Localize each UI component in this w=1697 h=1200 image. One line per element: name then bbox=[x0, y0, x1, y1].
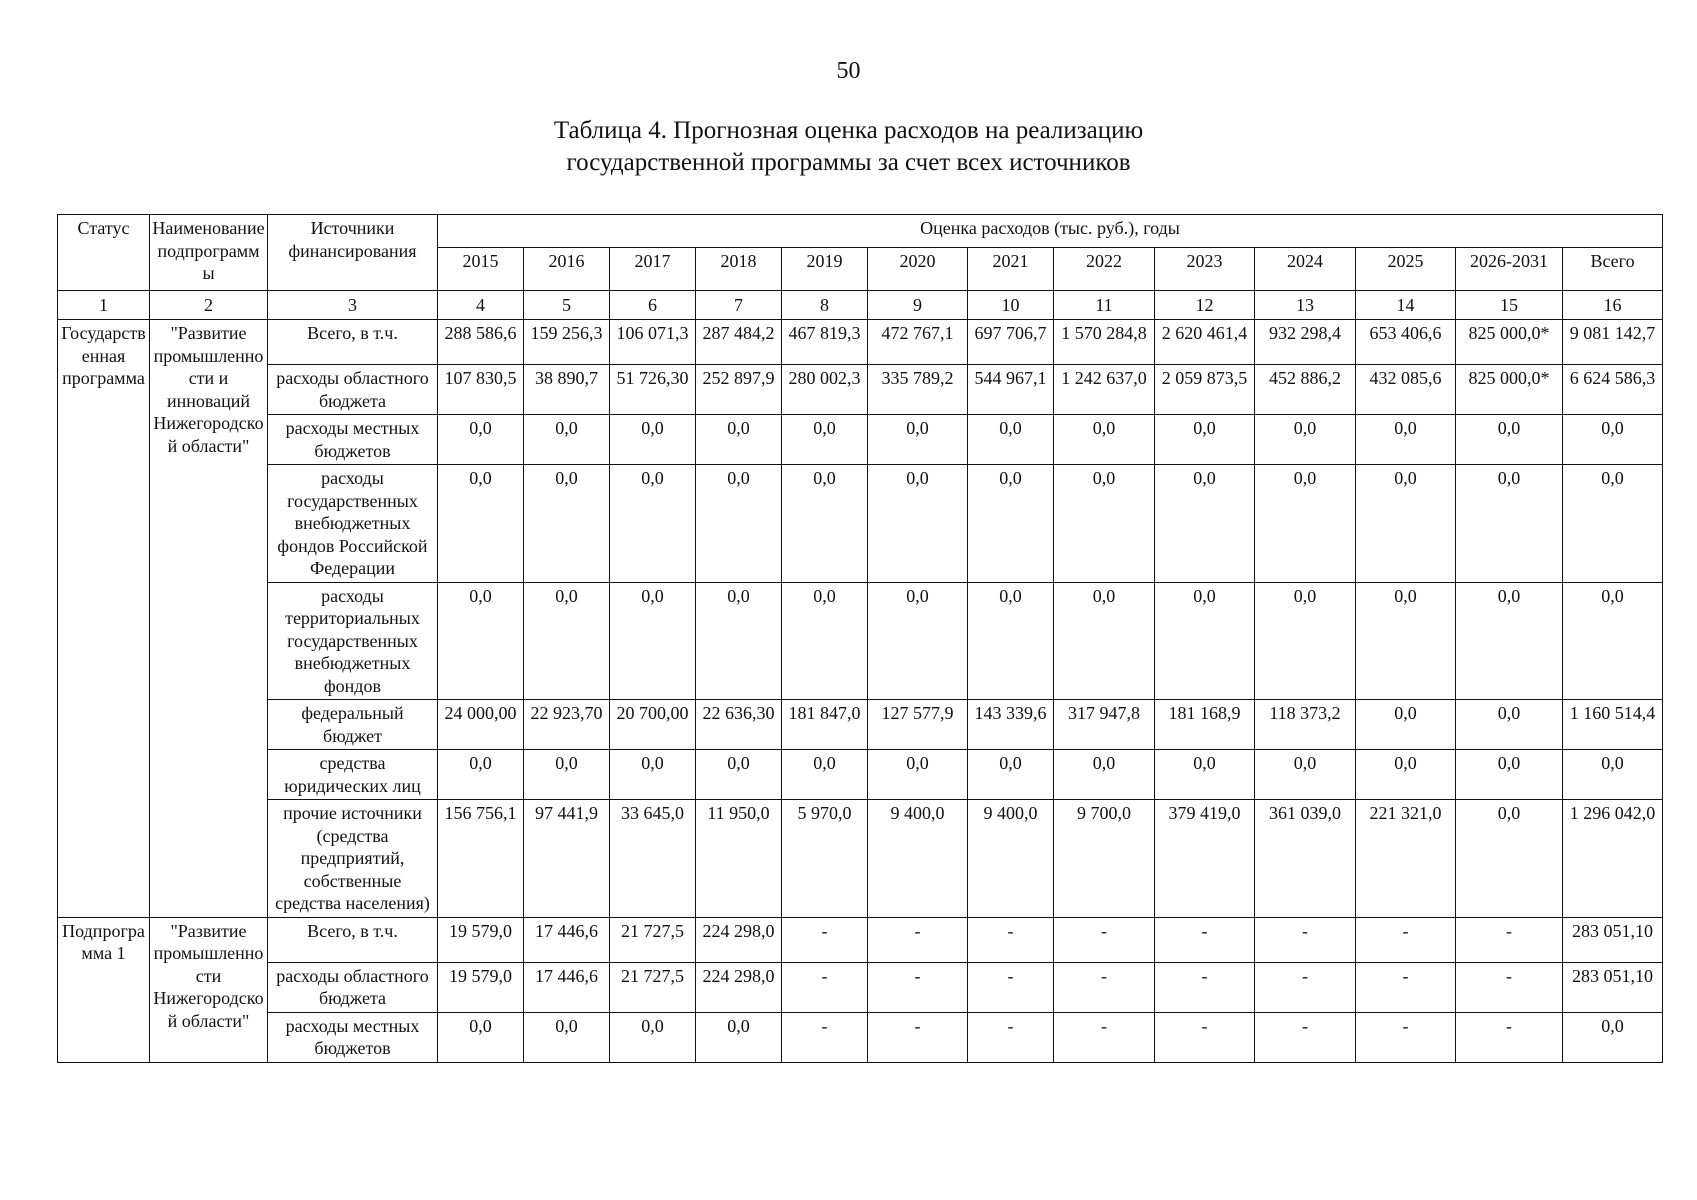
value-cell: 181 847,0 bbox=[782, 700, 868, 750]
value-cell: 0,0 bbox=[1255, 415, 1356, 465]
value-cell: 20 700,00 bbox=[610, 700, 696, 750]
column-number: 5 bbox=[524, 291, 610, 320]
value-cell: 0,0 bbox=[1155, 465, 1255, 583]
table-row bbox=[58, 800, 1663, 918]
value-cell: 0,0 bbox=[610, 750, 696, 800]
column-number: 8 bbox=[782, 291, 868, 320]
value-cell: 0,0 bbox=[1456, 415, 1563, 465]
value-cell: 0,0 bbox=[1456, 582, 1563, 700]
header-year-2015: 2015 bbox=[438, 248, 524, 291]
value-cell: 0,0 bbox=[1255, 582, 1356, 700]
value-cell: 932 298,4 bbox=[1255, 320, 1356, 365]
value-cell: 361 039,0 bbox=[1255, 800, 1356, 918]
header-year-2018: 2018 bbox=[696, 248, 782, 291]
value-cell: 0,0 bbox=[1054, 465, 1155, 583]
value-cell: - bbox=[1155, 962, 1255, 1012]
value-cell: 335 789,2 bbox=[868, 365, 968, 415]
value-cell: - bbox=[1456, 917, 1563, 962]
value-cell: 0,0 bbox=[1563, 750, 1663, 800]
value-cell: - bbox=[1456, 962, 1563, 1012]
value-cell: - bbox=[868, 1012, 968, 1062]
value-cell: 252 897,9 bbox=[696, 365, 782, 415]
value-cell: - bbox=[1356, 1012, 1456, 1062]
value-cell: 22 923,70 bbox=[524, 700, 610, 750]
value-cell: 0,0 bbox=[1356, 700, 1456, 750]
table-row bbox=[58, 1012, 1663, 1062]
value-cell: 283 051,10 bbox=[1563, 962, 1663, 1012]
value-cell: - bbox=[1255, 1012, 1356, 1062]
value-cell: 181 168,9 bbox=[1155, 700, 1255, 750]
value-cell: 0,0 bbox=[438, 1012, 524, 1062]
subprogram-name-cell: "Развитие промышленности и инноваций Нижегородской области" bbox=[150, 320, 268, 918]
header-year-2024: 2024 bbox=[1255, 248, 1356, 291]
value-cell: 280 002,3 bbox=[782, 365, 868, 415]
value-cell: 0,0 bbox=[438, 415, 524, 465]
value-cell: 0,0 bbox=[1155, 582, 1255, 700]
table-body bbox=[58, 320, 1663, 1063]
header-year-2025: 2025 bbox=[1356, 248, 1456, 291]
forecast-expenses-table bbox=[57, 214, 1663, 1063]
value-cell: 0,0 bbox=[968, 415, 1054, 465]
value-cell: 2 059 873,5 bbox=[1155, 365, 1255, 415]
funding-source-cell: расходы территориальных государственных внебюджетных фондов bbox=[268, 582, 438, 700]
value-cell: - bbox=[1155, 917, 1255, 962]
value-cell: 224 298,0 bbox=[696, 917, 782, 962]
value-cell: 22 636,30 bbox=[696, 700, 782, 750]
value-cell: 0,0 bbox=[782, 750, 868, 800]
funding-source-cell: расходы местных бюджетов bbox=[268, 415, 438, 465]
value-cell: 9 400,0 bbox=[868, 800, 968, 918]
value-cell: 0,0 bbox=[968, 750, 1054, 800]
funding-source-cell: федеральный бюджет bbox=[268, 700, 438, 750]
header-year-2016: 2016 bbox=[524, 248, 610, 291]
value-cell: 0,0 bbox=[1356, 582, 1456, 700]
value-cell: 0,0 bbox=[1054, 582, 1155, 700]
value-cell: 0,0 bbox=[1255, 750, 1356, 800]
table-row bbox=[58, 320, 1663, 365]
value-cell: 97 441,9 bbox=[524, 800, 610, 918]
value-cell: 0,0 bbox=[1356, 465, 1456, 583]
value-cell: 0,0 bbox=[1456, 700, 1563, 750]
value-cell: 653 406,6 bbox=[1356, 320, 1456, 365]
value-cell: 697 706,7 bbox=[968, 320, 1054, 365]
funding-source-cell: Всего, в т.ч. bbox=[268, 320, 438, 365]
header-year-2019: 2019 bbox=[782, 248, 868, 291]
table-row bbox=[58, 415, 1663, 465]
column-numbers-row bbox=[58, 291, 1663, 320]
value-cell: 0,0 bbox=[524, 465, 610, 583]
value-cell: 544 967,1 bbox=[968, 365, 1054, 415]
value-cell: 0,0 bbox=[1155, 415, 1255, 465]
value-cell: 107 830,5 bbox=[438, 365, 524, 415]
value-cell: - bbox=[1054, 962, 1155, 1012]
value-cell: 0,0 bbox=[1563, 465, 1663, 583]
value-cell: 0,0 bbox=[868, 750, 968, 800]
value-cell: 24 000,00 bbox=[438, 700, 524, 750]
value-cell: - bbox=[1255, 962, 1356, 1012]
value-cell: 19 579,0 bbox=[438, 962, 524, 1012]
header-year-2020: 2020 bbox=[868, 248, 968, 291]
value-cell: 21 727,5 bbox=[610, 917, 696, 962]
table-row bbox=[58, 917, 1663, 962]
value-cell: 21 727,5 bbox=[610, 962, 696, 1012]
value-cell: 0,0 bbox=[968, 582, 1054, 700]
value-cell: 0,0 bbox=[610, 415, 696, 465]
value-cell: 0,0 bbox=[1563, 1012, 1663, 1062]
value-cell: 0,0 bbox=[782, 582, 868, 700]
value-cell: - bbox=[1054, 1012, 1155, 1062]
value-cell: 9 081 142,7 bbox=[1563, 320, 1663, 365]
value-cell: 0,0 bbox=[1356, 750, 1456, 800]
table-row bbox=[58, 962, 1663, 1012]
value-cell: 0,0 bbox=[696, 750, 782, 800]
funding-source-cell: прочие источники (средства предприятий, собственные средства населения) bbox=[268, 800, 438, 918]
value-cell: - bbox=[782, 917, 868, 962]
value-cell: 0,0 bbox=[968, 465, 1054, 583]
value-cell: 0,0 bbox=[524, 415, 610, 465]
value-cell: 17 446,6 bbox=[524, 962, 610, 1012]
value-cell: 1 160 514,4 bbox=[1563, 700, 1663, 750]
value-cell: 33 645,0 bbox=[610, 800, 696, 918]
header-year-2021: 2021 bbox=[968, 248, 1054, 291]
page-number: 50 bbox=[836, 58, 861, 84]
value-cell: 106 071,3 bbox=[610, 320, 696, 365]
value-cell: 156 756,1 bbox=[438, 800, 524, 918]
value-cell: 1 296 042,0 bbox=[1563, 800, 1663, 918]
value-cell: 0,0 bbox=[610, 582, 696, 700]
value-cell: 127 577,9 bbox=[868, 700, 968, 750]
value-cell: 9 400,0 bbox=[968, 800, 1054, 918]
value-cell: 0,0 bbox=[438, 465, 524, 583]
funding-source-cell: Всего, в т.ч. bbox=[268, 917, 438, 962]
value-cell: 0,0 bbox=[1255, 465, 1356, 583]
value-cell: 19 579,0 bbox=[438, 917, 524, 962]
value-cell: 0,0 bbox=[1563, 582, 1663, 700]
value-cell: 0,0 bbox=[438, 750, 524, 800]
column-number: 6 bbox=[610, 291, 696, 320]
value-cell: 224 298,0 bbox=[696, 962, 782, 1012]
value-cell: 472 767,1 bbox=[868, 320, 968, 365]
value-cell: - bbox=[1054, 917, 1155, 962]
column-number: 15 bbox=[1456, 291, 1563, 320]
value-cell: 0,0 bbox=[610, 1012, 696, 1062]
column-number: 14 bbox=[1356, 291, 1456, 320]
funding-source-cell: расходы местных бюджетов bbox=[268, 1012, 438, 1062]
value-cell: 0,0 bbox=[1054, 750, 1155, 800]
value-cell: 379 419,0 bbox=[1155, 800, 1255, 918]
value-cell: 0,0 bbox=[696, 465, 782, 583]
value-cell: - bbox=[968, 917, 1054, 962]
header-subprogram-name: Наименование подпрограммы bbox=[150, 215, 268, 291]
value-cell: - bbox=[868, 962, 968, 1012]
column-number: 16 bbox=[1563, 291, 1663, 320]
value-cell: 0,0 bbox=[1456, 800, 1563, 918]
value-cell: 17 446,6 bbox=[524, 917, 610, 962]
header-status: Статус bbox=[58, 215, 150, 291]
table-title bbox=[0, 115, 1697, 179]
header-year-2022: 2022 bbox=[1054, 248, 1155, 291]
value-cell: 11 950,0 bbox=[696, 800, 782, 918]
column-number: 13 bbox=[1255, 291, 1356, 320]
value-cell: 2 620 461,4 bbox=[1155, 320, 1255, 365]
value-cell: - bbox=[1155, 1012, 1255, 1062]
table-row bbox=[58, 700, 1663, 750]
value-cell: - bbox=[968, 962, 1054, 1012]
value-cell: 0,0 bbox=[782, 465, 868, 583]
column-number: 1 bbox=[58, 291, 150, 320]
value-cell: 825 000,0* bbox=[1456, 365, 1563, 415]
header-expense-estimate: Оценка расходов (тыс. руб.), годы bbox=[438, 215, 1663, 248]
funding-source-cell: расходы государственных внебюджетных фондов Российской Федерации bbox=[268, 465, 438, 583]
value-cell: 0,0 bbox=[524, 1012, 610, 1062]
value-cell: 159 256,3 bbox=[524, 320, 610, 365]
value-cell: 0,0 bbox=[782, 415, 868, 465]
column-number: 3 bbox=[268, 291, 438, 320]
funding-source-cell: расходы областного бюджета bbox=[268, 962, 438, 1012]
table-row bbox=[58, 465, 1663, 583]
value-cell: 0,0 bbox=[524, 750, 610, 800]
value-cell: 0,0 bbox=[868, 465, 968, 583]
column-number: 12 bbox=[1155, 291, 1255, 320]
value-cell: 0,0 bbox=[696, 1012, 782, 1062]
value-cell: 432 085,6 bbox=[1356, 365, 1456, 415]
value-cell: 0,0 bbox=[1155, 750, 1255, 800]
value-cell: 825 000,0* bbox=[1456, 320, 1563, 365]
value-cell: 9 700,0 bbox=[1054, 800, 1155, 918]
column-number: 11 bbox=[1054, 291, 1155, 320]
header-year-2023: 2023 bbox=[1155, 248, 1255, 291]
value-cell: 0,0 bbox=[696, 415, 782, 465]
value-cell: 0,0 bbox=[1456, 750, 1563, 800]
value-cell: 0,0 bbox=[438, 582, 524, 700]
header-year-total: Всего bbox=[1563, 248, 1663, 291]
value-cell: 0,0 bbox=[524, 582, 610, 700]
value-cell: 0,0 bbox=[1054, 415, 1155, 465]
table-row bbox=[58, 750, 1663, 800]
value-cell: 0,0 bbox=[696, 582, 782, 700]
table-row bbox=[58, 365, 1663, 415]
value-cell: - bbox=[782, 1012, 868, 1062]
table-title-line-1: Таблица 4. Прогнозная оценка расходов на реализацию bbox=[553, 117, 1144, 144]
value-cell: 0,0 bbox=[1563, 415, 1663, 465]
column-number: 9 bbox=[868, 291, 968, 320]
subprogram-name-cell: "Развитие промышленности Нижегородской области" bbox=[150, 917, 268, 1062]
value-cell: 287 484,2 bbox=[696, 320, 782, 365]
funding-source-cell: расходы областного бюджета bbox=[268, 365, 438, 415]
column-number: 7 bbox=[696, 291, 782, 320]
value-cell: - bbox=[968, 1012, 1054, 1062]
value-cell: 143 339,6 bbox=[968, 700, 1054, 750]
value-cell: 467 819,3 bbox=[782, 320, 868, 365]
value-cell: 51 726,30 bbox=[610, 365, 696, 415]
value-cell: - bbox=[782, 962, 868, 1012]
value-cell: 1 242 637,0 bbox=[1054, 365, 1155, 415]
column-number: 4 bbox=[438, 291, 524, 320]
value-cell: 0,0 bbox=[1356, 415, 1456, 465]
value-cell: 0,0 bbox=[868, 582, 968, 700]
column-number: 2 bbox=[150, 291, 268, 320]
value-cell: 118 373,2 bbox=[1255, 700, 1356, 750]
header-funding-sources: Источники финансирования bbox=[268, 215, 438, 291]
value-cell: 0,0 bbox=[1456, 465, 1563, 583]
value-cell: 38 890,7 bbox=[524, 365, 610, 415]
value-cell: 0,0 bbox=[868, 415, 968, 465]
value-cell: 452 886,2 bbox=[1255, 365, 1356, 415]
value-cell: 283 051,10 bbox=[1563, 917, 1663, 962]
status-cell: Государственная программа bbox=[58, 320, 150, 918]
value-cell: - bbox=[1456, 1012, 1563, 1062]
status-cell: Подпрограмма 1 bbox=[58, 917, 150, 1062]
funding-source-cell: средства юридических лиц bbox=[268, 750, 438, 800]
value-cell: 0,0 bbox=[610, 465, 696, 583]
table-row bbox=[58, 582, 1663, 700]
value-cell: - bbox=[1356, 917, 1456, 962]
value-cell: - bbox=[1356, 962, 1456, 1012]
value-cell: - bbox=[1255, 917, 1356, 962]
header-year-2026-2031: 2026-2031 bbox=[1456, 248, 1563, 291]
value-cell: 288 586,6 bbox=[438, 320, 524, 365]
value-cell: - bbox=[868, 917, 968, 962]
column-number: 10 bbox=[968, 291, 1054, 320]
value-cell: 221 321,0 bbox=[1356, 800, 1456, 918]
table-title-line-2: государственной программы за счет всех источников bbox=[566, 149, 1131, 176]
value-cell: 6 624 586,3 bbox=[1563, 365, 1663, 415]
header-year-2017: 2017 bbox=[610, 248, 696, 291]
value-cell: 317 947,8 bbox=[1054, 700, 1155, 750]
value-cell: 1 570 284,8 bbox=[1054, 320, 1155, 365]
value-cell: 5 970,0 bbox=[782, 800, 868, 918]
